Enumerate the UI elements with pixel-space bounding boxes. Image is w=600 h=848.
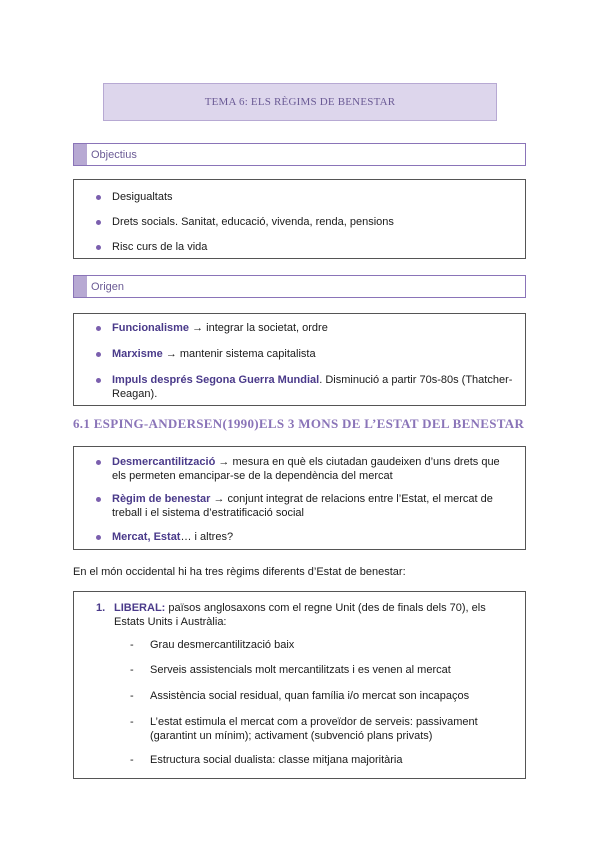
numbered-item bbox=[96, 601, 515, 629]
term: Impuls després Segona Guerra Mundial bbox=[112, 374, 320, 386]
objectius-label: Objectius bbox=[91, 148, 137, 161]
list-item bbox=[96, 455, 515, 483]
dash-item bbox=[130, 638, 511, 652]
origen-label: Origen bbox=[91, 280, 125, 293]
liberal-box bbox=[73, 591, 526, 779]
definitions-box bbox=[73, 446, 526, 550]
list-item bbox=[96, 321, 515, 335]
term-description: . Disminució a partir 70s-80s (Thatcher-Reagan). bbox=[112, 374, 513, 400]
origen-header bbox=[73, 275, 526, 298]
list-item: Drets socials. Sanitat, educació, vivenda, renda, pensions bbox=[96, 215, 515, 229]
dash-item-text: Grau desmercantilització baix bbox=[150, 639, 295, 651]
list-item bbox=[96, 347, 515, 361]
dash-item-text: Assistència social residual, quan família i/o mercat son incapaços bbox=[150, 690, 470, 702]
title-box bbox=[103, 83, 497, 121]
term-description: → integrar la societat, ordre bbox=[189, 322, 328, 334]
list-item: Risc curs de la vida bbox=[96, 240, 515, 254]
dash-item bbox=[130, 663, 511, 677]
dash-marker: - bbox=[130, 754, 134, 766]
term-description: → mesura en què els ciutadan gaudeixen d’uns drets que els permeten emancipar-se de la dependència del mercat bbox=[112, 456, 500, 482]
dash-marker: - bbox=[130, 664, 134, 676]
document-title: TEMA 6: ELS RÈGIMS DE BENESTAR bbox=[204, 96, 396, 108]
origen-box bbox=[73, 313, 526, 406]
term-description: països anglosaxons com el regne Unit (des de finals dels 70), els Estats Units i Austràlia: bbox=[114, 602, 486, 628]
term: Funcionalisme bbox=[112, 322, 190, 334]
term-description: … i altres? bbox=[180, 531, 234, 543]
objectius-box bbox=[73, 179, 526, 259]
dash-marker: - bbox=[130, 639, 134, 651]
section-heading: 6.1 ESPING-ANDERSEN(1990)ELS 3 MONS DE L’ESTAT DEL BENESTAR bbox=[73, 416, 525, 431]
term-description: → mantenir sistema capitalista bbox=[162, 348, 316, 360]
term: Desmercantilització bbox=[112, 456, 216, 468]
dash-item-text: Serveis assistencials molt mercantilitzats i es venen al mercat bbox=[150, 664, 451, 676]
dash-item-text: L’estat estimula el mercat com a proveïdor de serveis: passivament (garantint un mínim); activament (subvenció plans privats) bbox=[150, 716, 478, 742]
dash-item bbox=[130, 753, 511, 767]
header-tab bbox=[74, 276, 87, 297]
item-number: 1. bbox=[96, 602, 106, 614]
list-item bbox=[96, 530, 515, 544]
list-item: Desigualtats bbox=[96, 190, 515, 204]
term: Mercat, Estat bbox=[112, 531, 181, 543]
term: Marxisme bbox=[112, 348, 163, 360]
term: Règim de benestar bbox=[112, 493, 211, 505]
term-description: → conjunt integrat de relacions entre l’Estat, el mercat de treball i el sistema d’estratificació social bbox=[112, 493, 493, 519]
list-item bbox=[96, 492, 515, 520]
term: LIBERAL: bbox=[114, 602, 166, 614]
dash-marker: - bbox=[130, 690, 134, 702]
dash-item bbox=[130, 715, 511, 743]
objectius-header bbox=[73, 143, 526, 166]
dash-marker: - bbox=[130, 716, 134, 728]
dash-item bbox=[130, 689, 511, 703]
intro-paragraph: En el món occidental hi ha tres règims diferents d’Estat de benestar: bbox=[73, 566, 406, 578]
dash-item-text: Estructura social dualista: classe mitjana majoritària bbox=[150, 754, 403, 766]
list-item bbox=[96, 373, 515, 401]
header-tab bbox=[74, 144, 87, 165]
